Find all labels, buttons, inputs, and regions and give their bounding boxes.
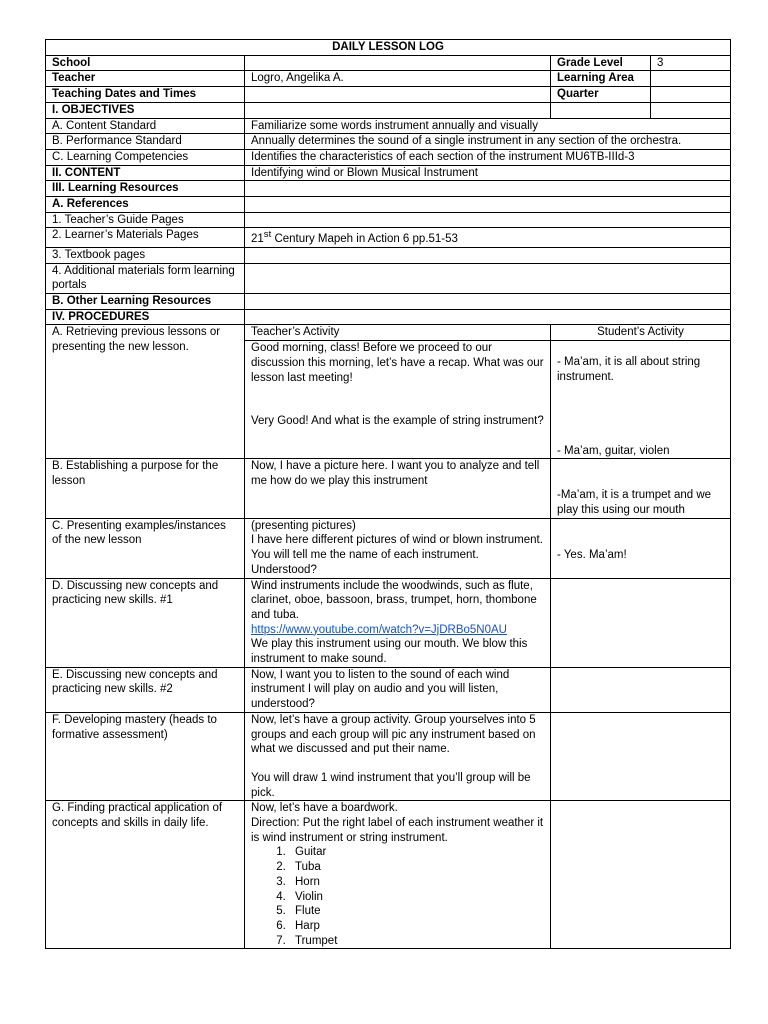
teaching-dates-label: Teaching Dates and Times xyxy=(46,87,245,103)
references-heading: A. References xyxy=(46,197,245,213)
procedure-g-row xyxy=(46,801,731,949)
procedure-d-teacher: Wind instruments include the woodwinds, such as flute, clarinet, oboe, bassoon, brass, trumpet, horn, thombone and tuba. https://www.youtube.com/watch?v=JjDRBo5N0AU We play this instrument using our mouth. We blow this instrument to make sound. xyxy=(245,578,551,667)
procedure-e-teacher: Now, I want you to listen to the sound of each wind instrument I will play on audio and you will listen, understood? xyxy=(245,667,551,712)
student-activity-header: Student’s Activity xyxy=(551,325,731,341)
youtube-link[interactable]: https://www.youtube.com/watch?v=JjDRBo5N0AU xyxy=(251,623,507,636)
procedure-d-row xyxy=(46,578,731,667)
procedures-heading: IV. PROCEDURES xyxy=(46,309,245,325)
learning-area-label: Learning Area xyxy=(551,71,651,87)
school-value xyxy=(245,55,551,71)
learning-competencies-label: C. Learning Competencies xyxy=(46,149,245,165)
procedure-e-label: E. Discussing new concepts and practicing new skills. #2 xyxy=(46,667,245,712)
procedure-b-teacher: Now, I have a picture here. I want you to analyze and tell me how do we play this instrument xyxy=(245,459,551,518)
objectives-row xyxy=(46,102,731,118)
procedures-row xyxy=(46,309,731,325)
other-resources-value xyxy=(245,294,731,310)
performance-standard-value: Annually determines the sound of a single instrument in any section of the orchestra. xyxy=(245,134,731,150)
procedure-g-teacher: Now, let’s have a boardwork. Direction: Put the right label of each instrument weather it is wind instrument or string instrument. 1. Guitar 2. Tuba 3. Horn 4. Violin 5. Flute 6. Harp 7. Trumpet xyxy=(245,801,551,949)
instrument-list xyxy=(251,845,544,948)
list-item: 2. Tuba xyxy=(289,860,544,875)
grade-level-value: 3 xyxy=(651,55,731,71)
procedure-a-teacher: Good morning, class! Before we proceed to our discussion this morning, let’s have a recap. What was our lesson last meeting! Very Good! And what is the example of string instrument? xyxy=(245,341,551,459)
performance-standard-row xyxy=(46,134,731,150)
additional-materials-row xyxy=(46,263,731,293)
learners-materials-value: 21st Century Mapeh in Action 6 pp.51-53 xyxy=(245,228,731,248)
procedure-a-label: A. Retrieving previous lessons or presenting the new lesson. xyxy=(46,325,245,459)
learning-competencies-row xyxy=(46,149,731,165)
procedure-c-row xyxy=(46,518,731,578)
daily-lesson-log-table xyxy=(45,39,731,949)
learning-resources-row xyxy=(46,181,731,197)
teacher-value: Logro, Angelika A. xyxy=(245,71,551,87)
procedure-e-student xyxy=(551,667,731,712)
performance-standard-label: B. Performance Standard xyxy=(46,134,245,150)
objectives-heading: I. OBJECTIVES xyxy=(46,102,245,118)
teachers-guide-label: 1. Teacher’s Guide Pages xyxy=(46,212,245,228)
school-label: School xyxy=(46,55,245,71)
quarter-value xyxy=(651,87,731,103)
procedure-d-student xyxy=(551,578,731,667)
grade-level-label: Grade Level xyxy=(551,55,651,71)
procedures-value xyxy=(245,309,731,325)
teachers-guide-value xyxy=(245,212,731,228)
procedure-g-student xyxy=(551,801,731,949)
procedure-e-row xyxy=(46,667,731,712)
procedure-a-student: - Ma’am, it is all about string instrument. - Ma’am, guitar, violen xyxy=(551,341,731,459)
objectives-value xyxy=(245,102,551,118)
procedure-c-teacher: (presenting pictures) I have here different pictures of wind or blown instrument. You will tell me the name of each instrument. Understood? xyxy=(245,518,551,578)
learning-resources-value xyxy=(245,181,731,197)
content-standard-label: A. Content Standard xyxy=(46,118,245,134)
learning-area-value xyxy=(651,71,731,87)
content-standard-row xyxy=(46,118,731,134)
procedure-b-label: B. Establishing a purpose for the lesson xyxy=(46,459,245,518)
procedure-g-label: G. Finding practical application of concepts and skills in daily life. xyxy=(46,801,245,949)
learners-materials-label: 2. Learner’s Materials Pages xyxy=(46,228,245,248)
list-item: 4. Violin xyxy=(289,890,544,905)
procedure-c-student: - Yes. Ma’am! xyxy=(551,518,731,578)
objectives-blank-b xyxy=(651,102,731,118)
quarter-label: Quarter xyxy=(551,87,651,103)
objectives-blank-a xyxy=(551,102,651,118)
teaching-dates-value xyxy=(245,87,551,103)
content-heading: II. CONTENT xyxy=(46,165,245,181)
content-value: Identifying wind or Blown Musical Instrument xyxy=(245,165,731,181)
learning-resources-heading: III. Learning Resources xyxy=(46,181,245,197)
procedure-d-label: D. Discussing new concepts and practicing new skills. #1 xyxy=(46,578,245,667)
textbook-row xyxy=(46,247,731,263)
textbook-value xyxy=(245,247,731,263)
procedure-f-teacher: Now, let’s have a group activity. Group yourselves into 5 groups and each group will pic any instrument based on what we discussed and put their name. You will draw 1 wind instrument that you’ll group will be pick. xyxy=(245,712,551,801)
procedure-f-label: F. Developing mastery (heads to formative assessment) xyxy=(46,712,245,801)
learners-materials-row xyxy=(46,228,731,248)
list-item: 7. Trumpet xyxy=(289,934,544,949)
procedure-a-header-row xyxy=(46,325,731,341)
procedure-b-student: -Ma’am, it is a trumpet and we play this using our mouth xyxy=(551,459,731,518)
teacher-row xyxy=(46,71,731,87)
content-row xyxy=(46,165,731,181)
list-item: 6. Harp xyxy=(289,919,544,934)
learning-competencies-value: Identifies the characteristics of each section of the instrument MU6TB-IIId-3 xyxy=(245,149,731,165)
additional-materials-label: 4. Additional materials form learning portals xyxy=(46,263,245,293)
list-item: 1. Guitar xyxy=(289,845,544,860)
school-row xyxy=(46,55,731,71)
procedure-f-row xyxy=(46,712,731,801)
references-row xyxy=(46,197,731,213)
teachers-guide-row xyxy=(46,212,731,228)
list-item: 5. Flute xyxy=(289,904,544,919)
other-resources-row xyxy=(46,294,731,310)
content-standard-value: Familiarize some words instrument annually and visually xyxy=(245,118,731,134)
teacher-label: Teacher xyxy=(46,71,245,87)
teacher-activity-header: Teacher’s Activity xyxy=(245,325,551,341)
additional-materials-value xyxy=(245,263,731,293)
other-resources-heading: B. Other Learning Resources xyxy=(46,294,245,310)
procedure-c-label: C. Presenting examples/instances of the new lesson xyxy=(46,518,245,578)
dates-row xyxy=(46,87,731,103)
title-row xyxy=(46,40,731,56)
document-title: DAILY LESSON LOG xyxy=(46,40,731,56)
textbook-label: 3. Textbook pages xyxy=(46,247,245,263)
references-value xyxy=(245,197,731,213)
procedure-b-row xyxy=(46,459,731,518)
procedure-f-student xyxy=(551,712,731,801)
list-item: 3. Horn xyxy=(289,875,544,890)
